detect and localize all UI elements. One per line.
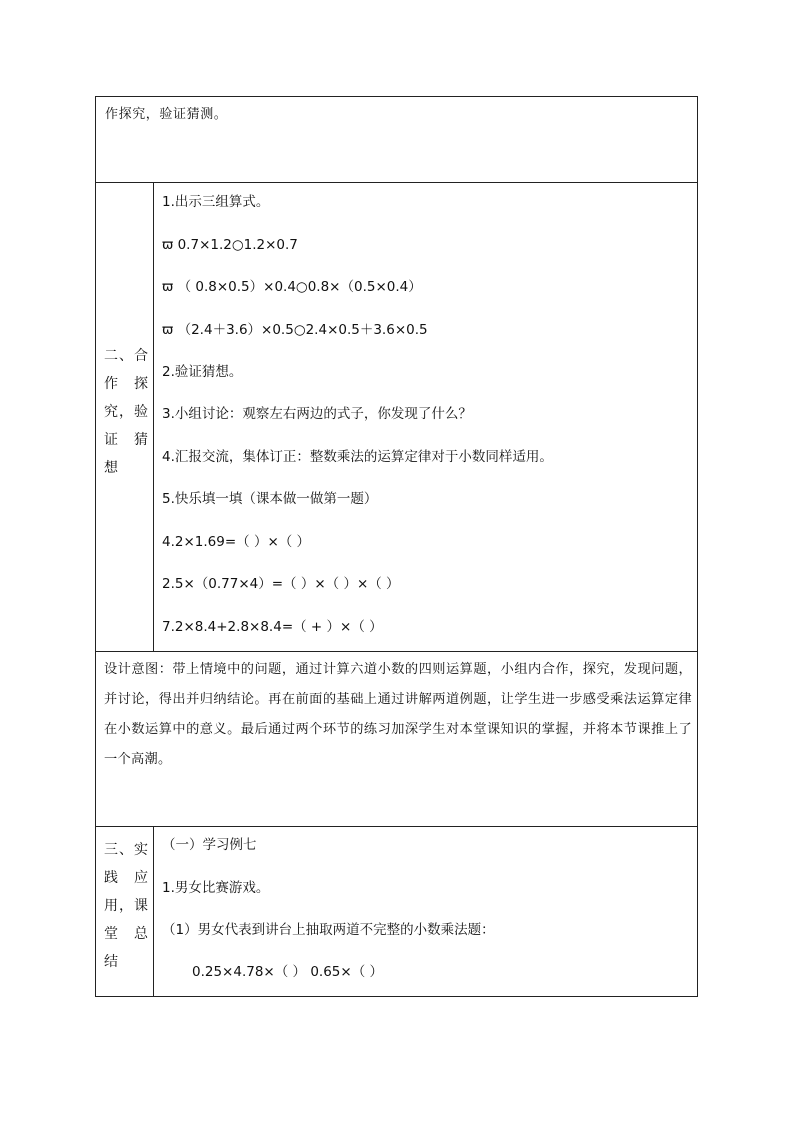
section2-label-line: 二、合 (104, 348, 148, 364)
section3-label-line: 堂 总 (104, 926, 148, 942)
section2-label-line: 证 猜 (104, 432, 148, 448)
section3-line: 1.男女比赛游戏。 (162, 880, 270, 896)
section2-line: 1.出示三组算式。 (162, 194, 270, 210)
section3-line: （一）学习例七 (162, 837, 257, 853)
top-cell-text: 作探究，验证猜测。 (105, 107, 228, 122)
section3-label-line: 结 (104, 954, 118, 970)
section2-label-line: 究，验 (104, 404, 148, 420)
row-divider (96, 651, 697, 652)
section2-line: 4.汇报交流，集体订正：整数乘法的运算定律对于小数同样适用。 (162, 449, 553, 465)
section2-line: 4.2×1.69=（ ）×（ ） (162, 534, 311, 550)
section3-line: 0.25×4.78×（ ） 0.65×（ ） (192, 964, 383, 980)
design-intent-text: 设计意图：带上情境中的问题，通过计算六道小数的四则运算题，小组内合作，探究，发现问题，并讨论，得出并归纳结论。再在前面的基础上通过讲解两道例题，让学生进一步感受乘法运算定律在小数运算中的意义。最后通过两个环节的练习加深学生对本堂课知识的掌握，并将本节课推上了一个高潮。 (104, 662, 692, 767)
section2-line: 2.验证猜想。 (162, 364, 243, 380)
section2-line: 5.快乐填一填（课本做一做第一题） (162, 491, 378, 507)
row-divider (96, 826, 697, 827)
section2-line: 7.2×8.4+2.8×8.4=（ + ）×（ ） (162, 619, 383, 635)
section2-label (96, 342, 154, 482)
section3-label (96, 836, 154, 976)
section2-line: ϖ 0.7×1.2○1.2×0.7 (162, 237, 298, 253)
section3-line: （1）男女代表到讲台上抽取两道不完整的小数乘法题： (162, 922, 495, 938)
section2-line: ϖ （ 0.8×0.5）×0.4○0.8×（0.5×0.4） (162, 279, 422, 295)
section3-label-line: 用，课 (104, 898, 148, 914)
section2-label-line: 想 (104, 460, 118, 476)
row-divider (96, 182, 697, 183)
section2-line: 3.小组讨论：观察左右两边的式子，你发现了什么？ (162, 406, 472, 422)
section2-line: 2.5×（0.77×4）=（ ）×（ ）×（ ） (162, 576, 400, 592)
section2-label-line: 作 探 (104, 376, 148, 392)
section2-line: ϖ （2.4＋3.6）×0.5○2.4×0.5＋3.6×0.5 (162, 322, 428, 338)
section3-label-line: 践 应 (104, 870, 148, 886)
section3-label-line: 三、实 (104, 842, 148, 858)
lesson-plan-table (95, 96, 698, 997)
